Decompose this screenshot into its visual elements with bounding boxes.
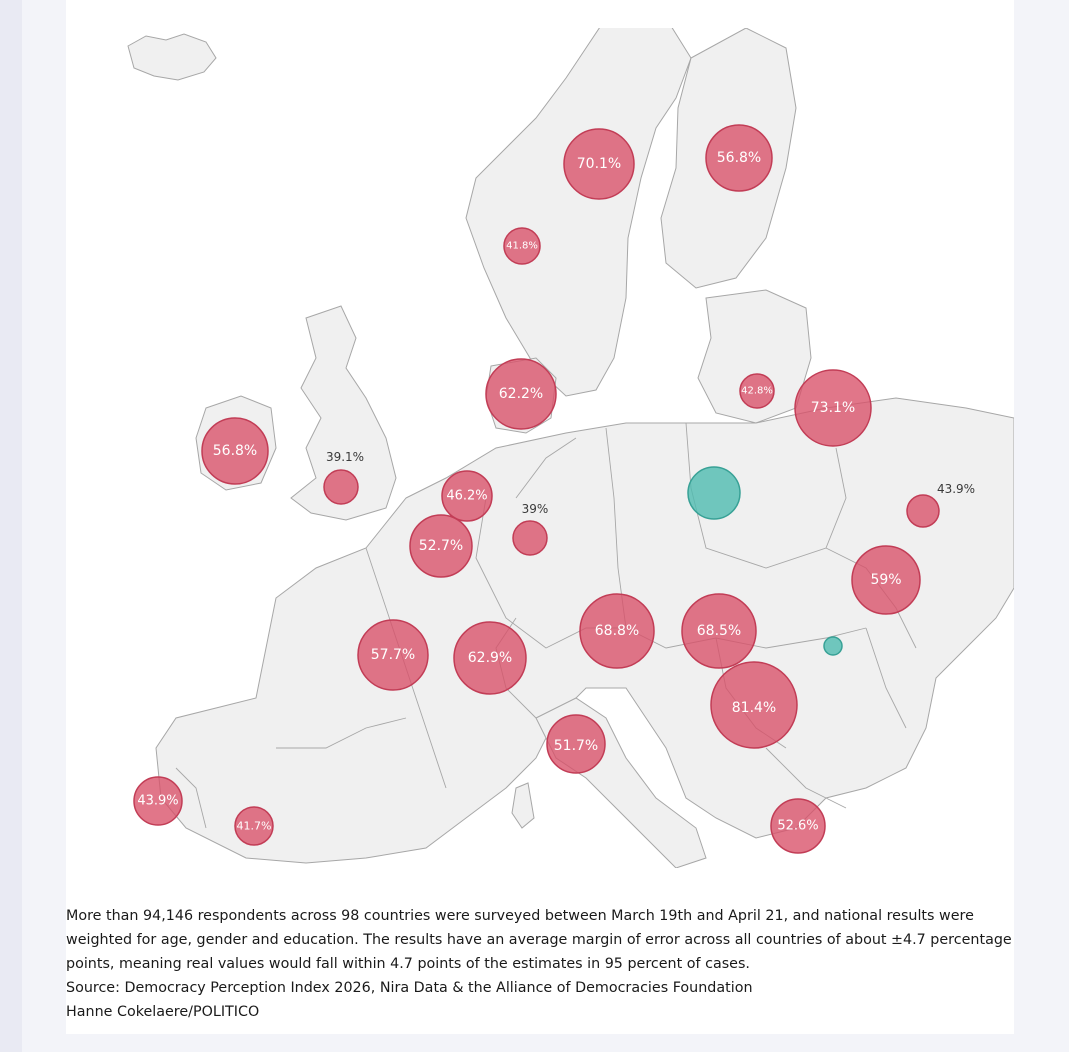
- map-caption: [66, 904, 1014, 1024]
- bubble-label-ukraine-east: 43.9%: [936, 482, 976, 496]
- left-margin-strip: [0, 0, 22, 1052]
- bubble-label-uk: 39.1%: [325, 450, 365, 464]
- bubble-label-germany: 39%: [521, 502, 549, 516]
- bubble-label-hungary: 68.5%: [696, 623, 742, 639]
- bubble-label-serbia: 81.4%: [731, 700, 777, 716]
- europe-map: [66, 28, 1014, 868]
- bubble-label-austria: 68.8%: [594, 623, 640, 639]
- land-scandinavia: [466, 28, 691, 396]
- caption-credit: Hanne Cokelaere/POLITICO: [66, 1004, 260, 1020]
- land-iceland: [128, 34, 216, 80]
- bubble-label-denmark: 62.2%: [498, 386, 544, 402]
- bubble-label-ireland: 56.8%: [212, 443, 258, 459]
- map-svg: [66, 28, 1014, 868]
- bubble-romania-teal[interactable]: [824, 637, 842, 655]
- bubble-germany[interactable]: [513, 521, 547, 555]
- bubble-label-italy: 51.7%: [553, 738, 599, 754]
- caption-note: More than 94,146 respondents across 98 countries were surveyed between March 19th and April 21, and national results were weighted for age, gender and education. The results have an average margin of error across all countries of about ±4.7 percentage points, meaning real values would fall within 4.7 points of the estimates in 95 percent of cases.: [66, 908, 1012, 972]
- bubble-label-norway: 41.8%: [506, 240, 538, 252]
- bubble-label-moldova: 59%: [870, 572, 902, 588]
- bubble-label-france: 57.7%: [370, 647, 416, 663]
- bubble-label-spain: 41.7%: [236, 819, 272, 833]
- bubble-label-belarus: 73.1%: [810, 400, 856, 416]
- bubble-label-switzerland: 62.9%: [467, 650, 513, 666]
- bubble-label-finland: 56.8%: [716, 150, 762, 166]
- bubble-uk[interactable]: [324, 470, 358, 504]
- land-islands: [512, 783, 534, 828]
- bubble-label-netherlands: 46.2%: [446, 488, 488, 504]
- bubble-label-greece: 52.6%: [777, 818, 819, 834]
- article-card: [66, 0, 1014, 1034]
- bubble-label-belgium: 52.7%: [418, 538, 464, 554]
- bubble-label-portugal: 43.9%: [137, 793, 179, 809]
- caption-source: Source: Democracy Perception Index 2026, Nira Data & the Alliance of Democracies Foundation: [66, 980, 753, 996]
- bubble-poland-teal[interactable]: [688, 467, 740, 519]
- bubble-label-sweden: 70.1%: [576, 156, 622, 172]
- bubble-ukraine-east[interactable]: [907, 495, 939, 527]
- bubble-label-lithuania: 42.8%: [741, 385, 773, 397]
